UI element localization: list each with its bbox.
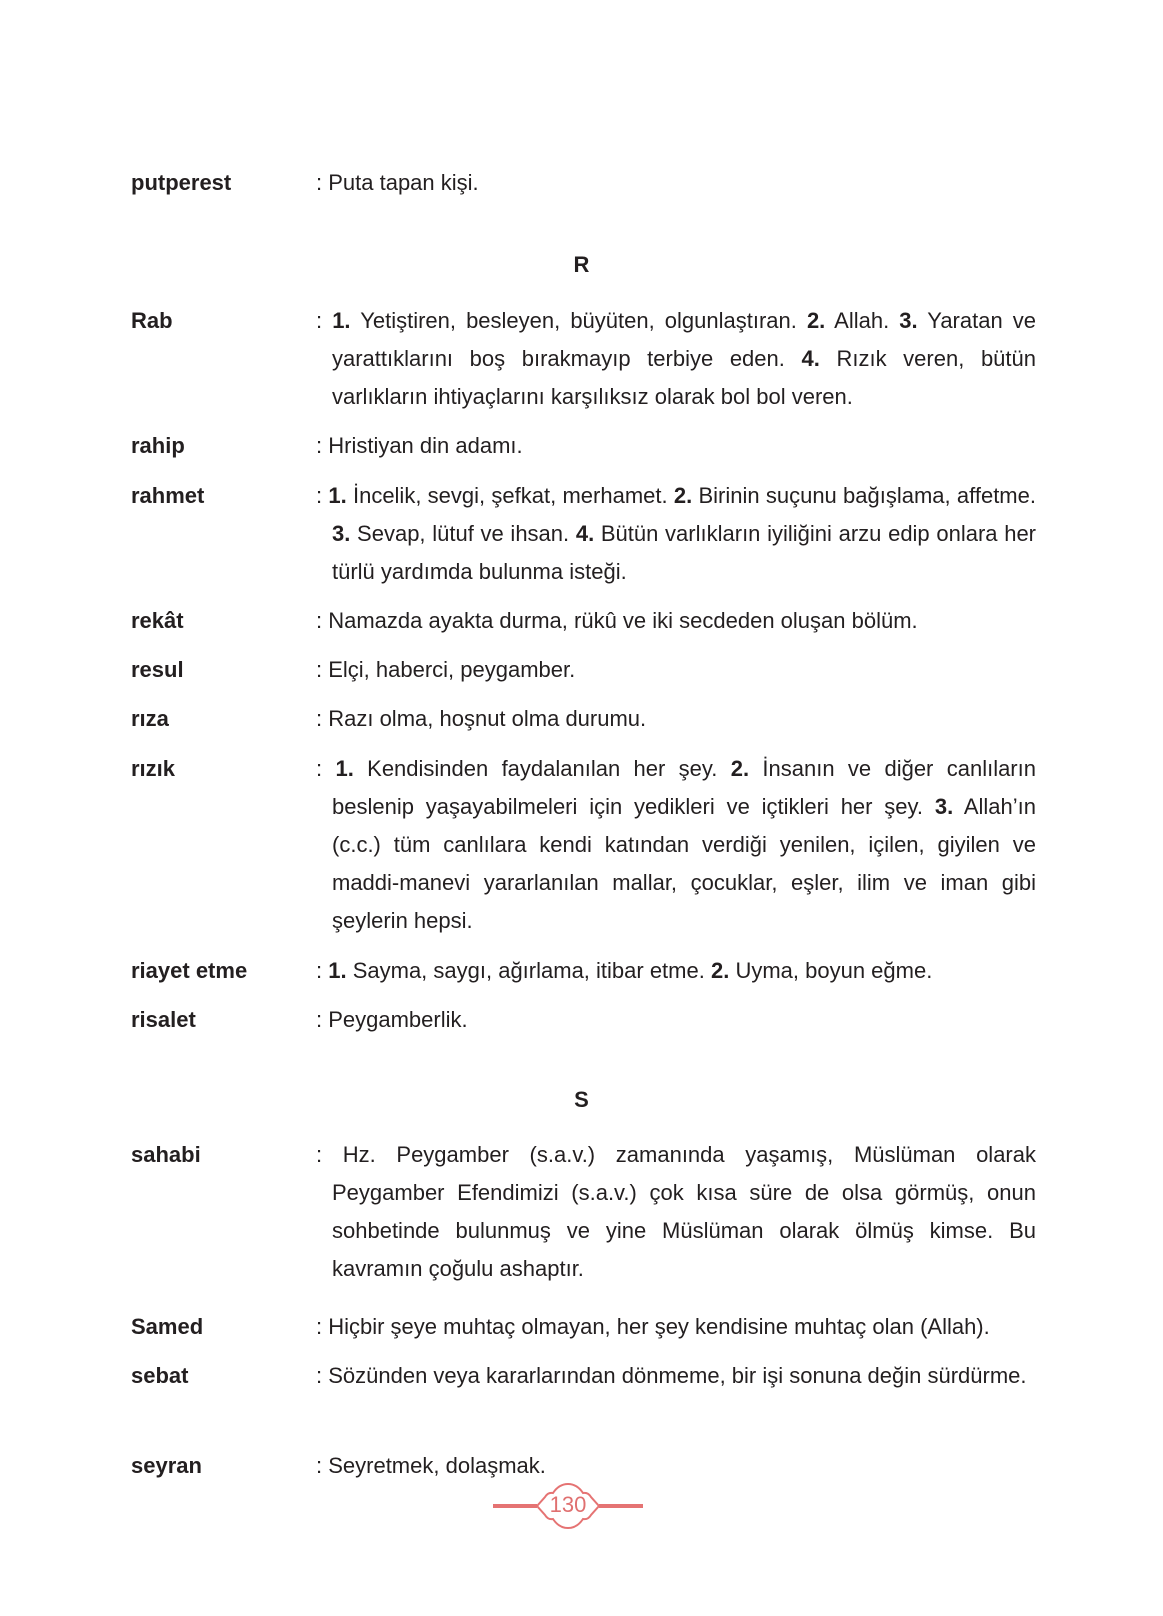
entry-term: rızık xyxy=(131,756,176,781)
entry-term: rekât xyxy=(131,608,184,633)
entry-definition: : Hiçbir şeye muhtaç olmayan, her şey kendisine muhtaç olan (Allah). xyxy=(316,1314,990,1339)
entry-definition: : Puta tapan kişi. xyxy=(316,170,479,195)
entry-definition: : Seyretmek, dolaşmak. xyxy=(316,1453,546,1478)
entry-term: resul xyxy=(131,657,184,682)
section-letter-s: S xyxy=(574,1087,589,1112)
page-number: 130 xyxy=(549,1492,587,1517)
entry-definition: : Sözünden veya kararlarından dönmeme, bir işi sonuna değin sürdürme. xyxy=(316,1363,1027,1388)
entry-term: rahmet xyxy=(131,483,205,508)
page-number-ornament xyxy=(493,1480,643,1532)
entry-term: rıza xyxy=(131,706,169,731)
entry-definition: : 1. Sayma, saygı, ağırlama, itibar etme. 2. Uyma, boyun eğme. xyxy=(316,958,933,983)
entry-term: rahip xyxy=(131,433,185,458)
entry-definition: : Hristiyan din adamı. xyxy=(316,433,523,458)
entry-definition: : 1. Yetiştiren, besleyen, büyüten, olgunlaştıran. 2. Allah. 3. Yaratan ve yarattıklarını boş bırakmayıp terbiye eden. 4. Rızık veren, bütün varlıkların ihtiyaçlarını karşılıksız olarak bol bol veren. xyxy=(316,308,1036,409)
entry-definition: : 1. Kendisinden faydalanılan her şey. 2. İnsanın ve diğer canlıların beslenip yaşayabilmeleri için yedikleri ve içtikleri her şey. 3. Allah’ın (c.c.) tüm canlılara kendi katından verdiği yenilen, içilen, giyilen ve maddi-manevi yararlanılan mallar, çocuklar, eşler, ilim ve iman gibi şeylerin hepsi. xyxy=(316,756,1036,933)
entry-definition: : Razı olma, hoşnut olma durumu. xyxy=(316,706,647,731)
entry-term: Rab xyxy=(131,308,173,333)
entry-definition: : Peygamberlik. xyxy=(316,1007,468,1032)
entry-term: Samed xyxy=(131,1314,204,1339)
entry-term: riayet etme xyxy=(131,958,248,983)
entry-term: putperest xyxy=(131,170,232,195)
entry-term: sahabi xyxy=(131,1142,201,1167)
entry-definition: : Namazda ayakta durma, rükû ve iki secdeden oluşan bölüm. xyxy=(316,608,918,633)
entry-definition: : Elçi, haberci, peygamber. xyxy=(316,657,576,682)
entry-definition: : Hz. Peygamber (s.a.v.) zamanında yaşamış, Müslüman olarak Peygamber Efendimizi (s.a.v.) çok kısa süre de olsa görmüş, onun sohbetinde bulunmuş ve yine Müslüman olarak ölmüş kimse. Bu kavramın çoğulu ashaptır. xyxy=(316,1142,1036,1281)
entry-term: risalet xyxy=(131,1007,196,1032)
entry-definition: : 1. İncelik, sevgi, şefkat, merhamet. 2. Birinin suçunu bağışlama, affetme. 3. Sevap, lütuf ve ihsan. 4. Bütün varlıkların iyiliğini arzu edip onlara her türlü yardımda bulunma isteği. xyxy=(316,483,1037,584)
entry-term: sebat xyxy=(131,1363,189,1388)
section-letter-r: R xyxy=(573,252,590,277)
entry-term: seyran xyxy=(131,1453,202,1478)
